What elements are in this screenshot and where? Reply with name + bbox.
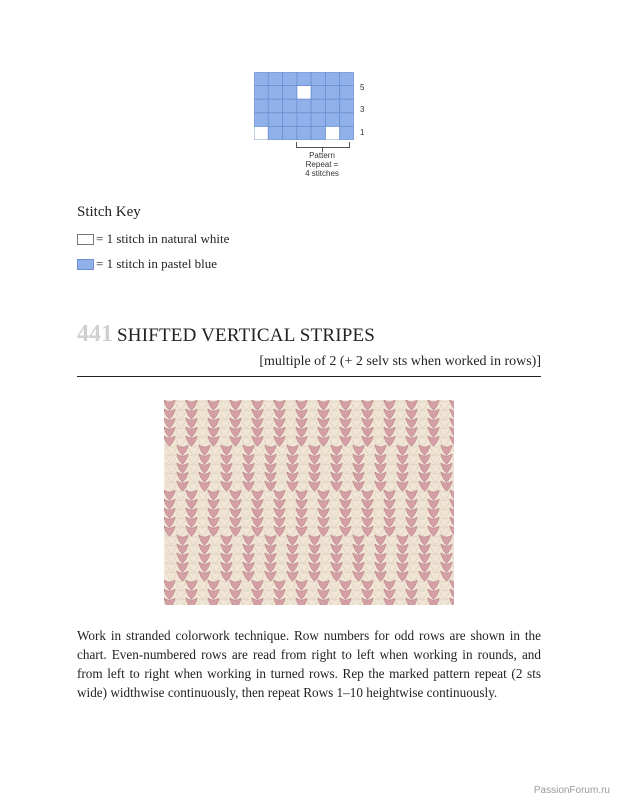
stitch-key-label: = 1 stitch in pastel blue [96,256,218,271]
chart-cell-blue [268,126,282,140]
chart-cell-blue [283,86,297,100]
chart-cell-blue [254,113,268,127]
chart-cell-blue [297,113,311,127]
white-swatch-icon [77,234,94,245]
chart-cell-blue [283,72,297,86]
stitch-key-item-blue [77,256,217,272]
chart-cell-blue [283,126,297,140]
instructions-paragraph: Work in stranded colorwork technique. Row numbers for odd rows are shown in the chart. Even-numbered rows are read from right to left when working in rounds, and from left to right when working in turned rows. Rep the marked pattern repeat (2 sts wide) widthwise continuously, then repeat Rows 1–10 heightwise continuously. [77,628,541,700]
chart-cell-blue [283,99,297,113]
chart-cell-blue [283,113,297,127]
chart-cell-blue [268,113,282,127]
repeat-bracket [296,142,350,148]
stitch-key-label: = 1 stitch in natural white [96,231,230,246]
blue-swatch-icon [77,259,94,270]
chart-cell-white [297,86,311,100]
repeat-label-line: Repeat = [305,160,339,169]
chart-cell-blue [340,126,354,140]
repeat-label [292,151,352,178]
watermark: PassionForum.ru [533,785,610,796]
chart-cell-blue [254,72,268,86]
chart-cell-blue [254,99,268,113]
chart-cell-blue [311,113,325,127]
chart-cell-blue [340,72,354,86]
knit-swatch-image [164,400,454,605]
stitch-key-item-white [77,231,229,247]
chart-cell-blue [311,126,325,140]
heading-rule [77,376,541,377]
chart-cell-blue [325,99,339,113]
pattern-title: SHIFTED VERTICAL STRIPES [117,325,376,346]
chart-cell-blue [311,86,325,100]
chart-cell-blue [325,86,339,100]
repeat-label-line: Pattern [309,151,335,160]
chart-cell-white [254,126,268,140]
row-number-1: 1 [360,128,365,137]
pattern-number: 441 [77,321,113,347]
chart-cell-blue [268,72,282,86]
chart-cell-blue [340,113,354,127]
chart-cell-blue [311,99,325,113]
stitch-key-title: Stitch Key [77,204,141,220]
chart-cell-blue [268,99,282,113]
repeat-label-line: 4 stitches [305,169,339,178]
chart-cell-white [325,126,339,140]
chart-cell-blue [340,86,354,100]
row-number-5: 5 [360,83,365,92]
chart-cell-blue [297,126,311,140]
chart-cell-blue [325,113,339,127]
row-number-3: 3 [360,105,365,114]
knit-swatch-photo [164,400,454,605]
pattern-heading [77,321,375,348]
chart-cell-blue [254,86,268,100]
chart-cell-blue [325,72,339,86]
pattern-multiple: [multiple of 2 (+ 2 selv sts when worked in rows)] [259,354,541,369]
chart-cell-blue [297,99,311,113]
chart-cell-blue [340,99,354,113]
chart-cell-blue [268,86,282,100]
chart-grid [254,72,354,140]
chart-cell-blue [311,72,325,86]
chart-cell-blue [297,72,311,86]
